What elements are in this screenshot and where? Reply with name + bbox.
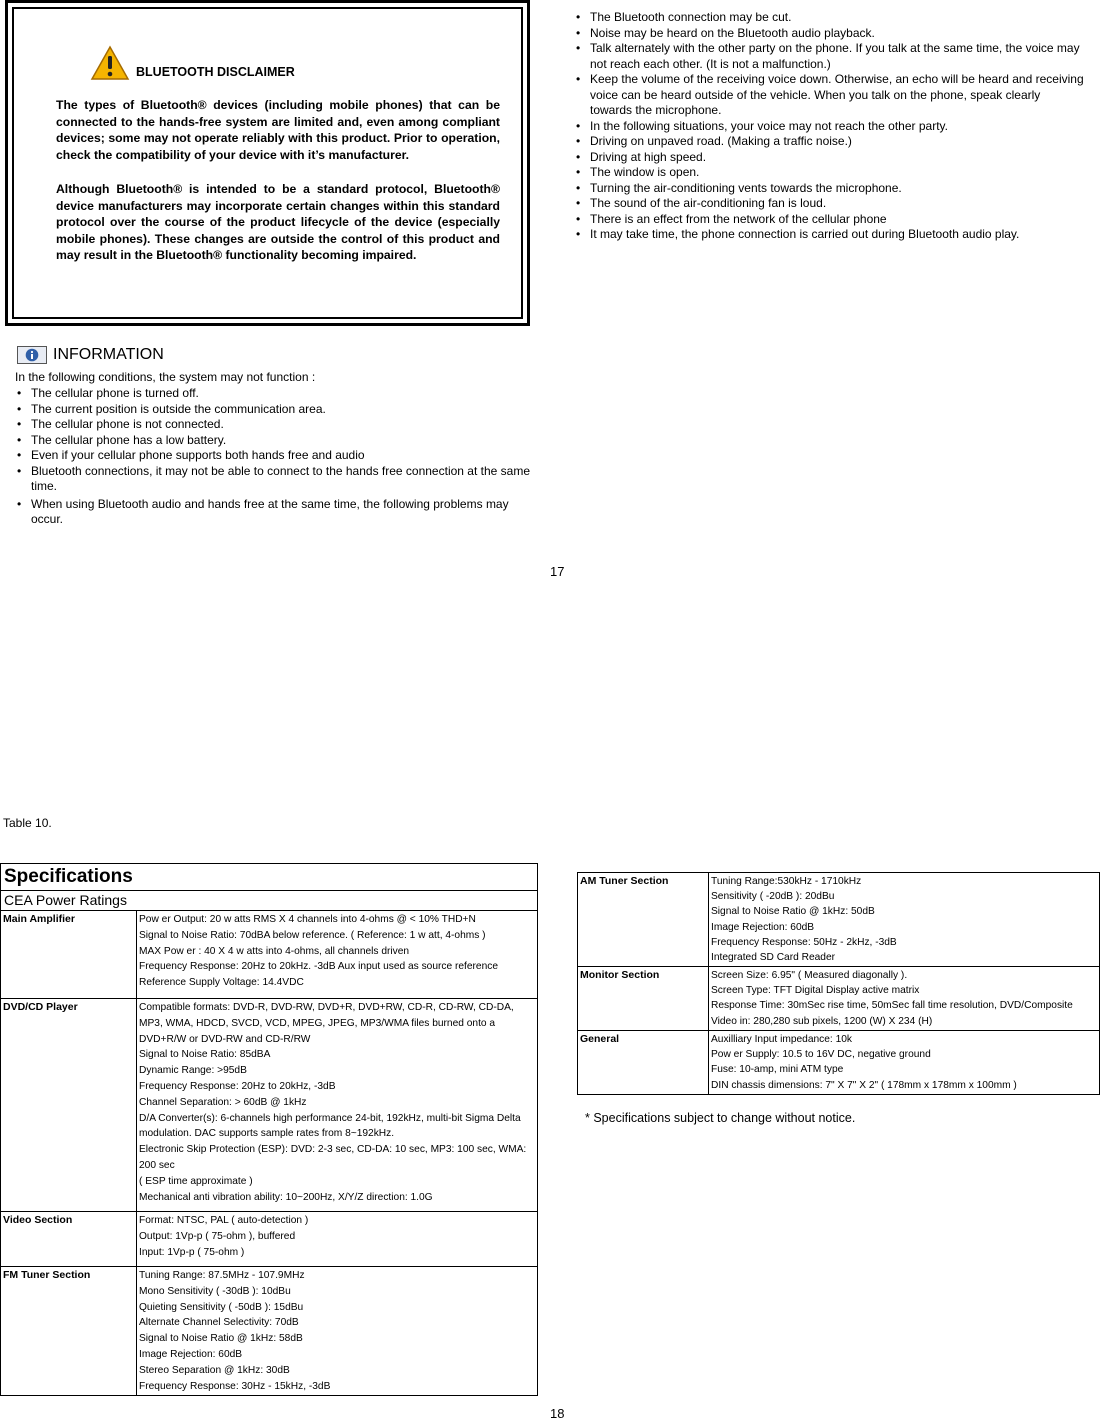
info-icon — [17, 346, 47, 364]
spec-line: Electronic Skip Protection (ESP): DVD: 2-3 sec, CD-DA: 10 sec, MP3: 100 sec, WMA: 200 sec — [139, 1144, 527, 1171]
row-header: AM Tuner Section — [578, 873, 709, 966]
list-item: • Noise may be heard on the Bluetooth audio playback. — [574, 26, 1084, 42]
row-values — [137, 1267, 537, 1395]
list-item: • In the following situations, your voice may not reach the other party. — [574, 119, 1084, 135]
table-row — [578, 1031, 1099, 1094]
spec-line: Mechanical anti vibration ability: 10~200Hz, X/Y/Z direction: 1.0G — [139, 1191, 433, 1203]
spec-line: Pow er Supply: 10.5 to 16V DC, negative ground — [711, 1049, 931, 1061]
table-row — [1, 911, 537, 999]
disclaimer-paragraph-1: The types of Bluetooth® devices (including mobile phones) that can be connected to the hands-free system are limited and, even among compliant devices; some may not operate reliably with this product. Prior to operation, check the compatibility of your device with it’s manufacturer. — [56, 98, 500, 162]
spec-line: Frequency Response: 20Hz to 20kHz. -3dB Aux input used as source reference Reference Supply Voltage: 14.4VDC — [139, 961, 499, 989]
spec-line: Compatible formats: DVD-R, DVD-RW, DVD+R, DVD+RW, CD-R, CD-RW, CD-DA, MP3, WMA, HDCD, SVCD, VCD, MPEG, JPEG, MP3/WMA files burned onto a DVD+R/W or DVD-RW and CD-R/RW — [139, 1002, 514, 1045]
specifications-subtitle: CEA Power Ratings — [1, 891, 537, 911]
spec-line: Tuning Range: 87.5MHz - 107.9MHz — [139, 1270, 305, 1281]
row-header: DVD/CD Player — [1, 999, 137, 1211]
table-row — [1, 1212, 537, 1267]
list-item: • The cellular phone is turned off. — [15, 386, 535, 402]
list-item: • The sound of the air-conditioning fan is loud. — [574, 196, 1084, 212]
row-header: Video Section — [1, 1212, 137, 1266]
spec-line: Pow er Output: 20 w atts RMS X 4 channels into 4-ohms @ < 10% THD+N — [139, 914, 476, 925]
spec-line: Image Rejection: 60dB — [711, 921, 815, 933]
row-values — [709, 873, 1099, 966]
spec-line: Integrated SD Card Reader — [711, 952, 836, 964]
spec-line: Alternate Channel Selectivity: 70dB — [139, 1317, 299, 1329]
row-header: Main Amplifier — [1, 911, 137, 998]
list-item: • Keep the volume of the receiving voice down. Otherwise, an echo will be heard and receiving voice can be heard outside of the vehicle. When you talk on the phone, speak clearly towards the microphone. — [574, 72, 1084, 119]
specifications-table — [0, 863, 538, 1396]
row-values — [709, 1031, 1099, 1094]
table-row — [578, 873, 1099, 967]
spec-line: Format: NTSC, PAL ( auto-detection ) — [139, 1215, 309, 1226]
information-intro: In the following conditions, the system may not function : — [15, 370, 316, 384]
spec-line: MAX Pow er : 40 X 4 w atts into 4-ohms, all channels driven — [139, 945, 410, 957]
page-number-bottom: 18 — [550, 1406, 565, 1421]
table-row — [578, 967, 1099, 1031]
list-item: • The Bluetooth connection may be cut. — [574, 10, 1084, 26]
list-item: • Turning the air-conditioning vents towards the microphone. — [574, 181, 1084, 197]
row-header: General — [578, 1031, 709, 1094]
specifications-table-continued — [577, 872, 1100, 1095]
row-header: FM Tuner Section — [1, 1267, 137, 1395]
spec-line: Input: 1Vp-p ( 75-ohm ) — [139, 1246, 245, 1258]
information-list — [15, 386, 535, 528]
list-item: • Driving on unpaved road. (Making a traffic noise.) — [574, 134, 1084, 150]
list-item: • There is an effect from the network of the cellular phone — [574, 212, 1084, 228]
list-item: • The cellular phone has a low battery. — [15, 433, 535, 449]
page-number-top: 17 — [550, 564, 565, 579]
spec-line: Screen Type: TFT Digital Display active matrix — [711, 985, 920, 997]
information-heading — [17, 346, 164, 364]
bluetooth-disclaimer-box — [5, 0, 530, 326]
spec-line: Sensitivity ( -20dB ): 20dBu — [711, 891, 835, 903]
disclaimer-paragraph-2: Although Bluetooth® is intended to be a standard protocol, Bluetooth® device manufacturers may incorporate certain changes within this standard protocol over the course of the product lifecycle of the device (especially mobile phones). These changes are outside the control of this product and may result in the Bluetooth® functionality becoming impaired. — [56, 182, 500, 262]
bluetooth-notes-list — [574, 10, 1084, 243]
spec-line: Screen Size: 6.95" ( Measured diagonally ). — [711, 970, 908, 981]
list-item: • When using Bluetooth audio and hands free at the same time, the following problems may occur. — [15, 497, 535, 528]
information-heading-text: INFORMATION — [53, 346, 164, 363]
spec-line: ( ESP time approximate ) — [139, 1175, 253, 1187]
list-item: • Bluetooth connections, it may not be able to connect to the hands free connection at the same time. — [15, 464, 535, 495]
spec-line: Fuse: 10-amp, mini ATM type — [711, 1064, 844, 1076]
spec-line: Frequency Response: 50Hz - 2kHz, -3dB — [711, 936, 897, 948]
list-item: • It may take time, the phone connection is carried out during Bluetooth audio play. — [574, 227, 1084, 243]
row-values — [709, 967, 1099, 1030]
table-caption: Table 10. — [3, 816, 52, 830]
spec-line: Channel Separation: > 60dB @ 1kHz — [139, 1096, 307, 1108]
warning-triangle-icon — [90, 45, 130, 81]
spec-line: Output: 1Vp-p ( 75-ohm ), buffered — [139, 1230, 296, 1242]
row-values — [137, 911, 537, 998]
spec-line: Signal to Noise Ratio: 85dBA — [139, 1049, 271, 1061]
spec-line: Frequency Response: 20Hz to 20kHz, -3dB — [139, 1080, 336, 1092]
spec-line: Image Rejection: 60dB — [139, 1348, 243, 1360]
list-item: • Even if your cellular phone supports both hands free and audio — [15, 448, 535, 464]
list-item: • The window is open. — [574, 165, 1084, 181]
list-item: • The current position is outside the communication area. — [15, 402, 535, 418]
spec-line: Frequency Response: 30Hz - 15kHz, -3dB — [139, 1380, 331, 1392]
spec-line: Tuning Range:530kHz - 1710kHz — [711, 876, 862, 887]
spec-line: Dynamic Range: >95dB — [139, 1065, 247, 1077]
row-header: Monitor Section — [578, 967, 709, 1030]
specifications-title: Specifications — [1, 864, 537, 891]
spec-line: DIN chassis dimensions: 7" X 7" X 2" ( 178mm x 178mm x 100mm ) — [711, 1079, 1017, 1091]
spec-line: Auxilliary Input impedance: 10k — [711, 1034, 853, 1045]
row-values — [137, 1212, 537, 1266]
spec-line: Signal to Noise Ratio @ 1kHz: 50dB — [711, 906, 875, 918]
spec-line: Quieting Sensitivity ( -50dB ): 15dBu — [139, 1301, 304, 1313]
list-item: • Driving at high speed. — [574, 150, 1084, 166]
disclaimer-inner-border — [12, 7, 523, 319]
spec-line: Mono Sensitivity ( -30dB ): 10dBu — [139, 1285, 291, 1297]
table-row — [1, 1267, 537, 1395]
spec-line: Signal to Noise Ratio: 70dBA below reference. ( Reference: 1 w att, 4-ohms ) — [139, 929, 486, 941]
spec-line: Signal to Noise Ratio @ 1kHz: 58dB — [139, 1333, 303, 1345]
spec-line: D/A Converter(s): 6-channels high performance 24-bit, 192kHz, multi-bit Sigma Delta modulation. DAC supports sample rates from 8~192kHz. — [139, 1112, 521, 1140]
list-item: • Talk alternately with the other party on the phone. If you talk at the same time, the voice may not reach each other. (It is not a malfunction.) — [574, 41, 1084, 72]
spec-line: Response Time: 30mSec rise time, 50mSec fall time resolution, DVD/Composite Video in: 280,280 sub pixels, 1200 (W) X 234 (H) — [711, 1000, 1073, 1027]
list-item: • The cellular phone is not connected. — [15, 417, 535, 433]
specifications-note: * Specifications subject to change without notice. — [585, 1111, 856, 1125]
disclaimer-title: BLUETOOTH DISCLAIMER — [136, 65, 295, 79]
row-values — [137, 999, 537, 1211]
table-row — [1, 999, 537, 1212]
spec-line: Stereo Separation @ 1kHz: 30dB — [139, 1364, 290, 1376]
